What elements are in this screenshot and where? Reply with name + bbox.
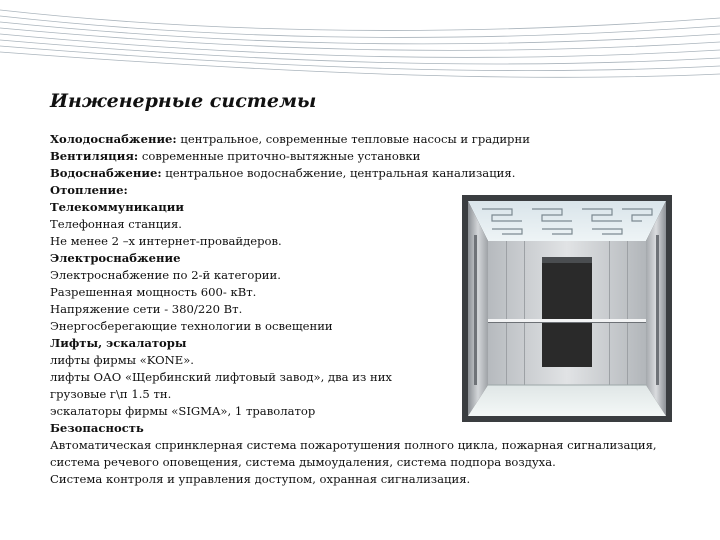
- list-item: Автоматическая спринклерная система пожаротушения полного цикла, пожарная сигнализация,: [50, 438, 657, 452]
- list-item: Напряжение сети - 380/220 Вт.: [50, 302, 243, 316]
- list-item: Водоснабжение: центральное водоснабжение, центральная канализация.: [50, 166, 516, 180]
- list-item: Разрешенная мощность 600- кВт.: [50, 285, 257, 299]
- list-item: Энергосберегающие технологии в освещении: [50, 319, 333, 333]
- list-item: Безопасность: [50, 421, 144, 435]
- list-item: Отопление:: [50, 183, 128, 197]
- list-item: Система контроля и управления доступом, охранная сигнализация.: [50, 472, 471, 486]
- list-item: лифты фирмы «KONE».: [50, 353, 194, 367]
- list-item: лифты ОАО «Щербинский лифтовый завод», два из них: [50, 370, 392, 384]
- elevator-cabin-illustration: [462, 195, 672, 422]
- list-item: Лифты, эскалаторы: [50, 336, 187, 350]
- list-item: Не менее 2 –х интернет-провайдеров.: [50, 234, 282, 248]
- list-item: грузовые г\п 1.5 тн.: [50, 387, 172, 401]
- list-item: Телефонная станция.: [50, 217, 182, 231]
- list-item: Телекоммуникации: [50, 200, 184, 214]
- list-item: эскалаторы фирмы «SIGMA», 1 траволатор: [50, 404, 316, 418]
- list-item: Электроснабжение: [50, 251, 181, 265]
- list-item: система речевого оповещения, система дымоудаления, система подпора воздуха.: [50, 455, 556, 469]
- page-title: Инженерные системы: [50, 90, 317, 112]
- list-item: Электроснабжение по 2-й категории.: [50, 268, 281, 282]
- list-item: Вентиляция: современные приточно-вытяжные установки: [50, 149, 421, 163]
- curved-lines-decoration: [0, 0, 720, 100]
- list-item: Холодоснабжение: центральное, современные тепловые насосы и градирни: [50, 132, 530, 146]
